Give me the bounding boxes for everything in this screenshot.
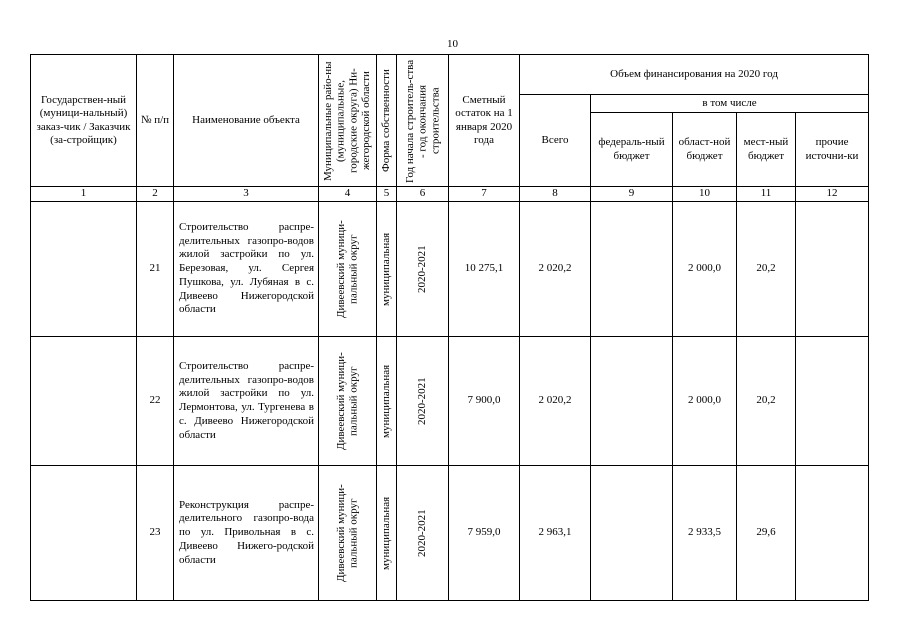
- row-object: Строительство распре-делительных газопро-водов жилой застройки по ул. Березовая, ул. Сергея Пушкова, ул. Лубяная в с. Дивеево Нижегородской области: [179, 220, 314, 316]
- row-ownership: муниципальная: [380, 496, 393, 570]
- column-number: 4: [319, 187, 377, 202]
- row-municipality: Дивеевский муници-пальный округ: [334, 484, 360, 582]
- header-ownership-cell: [377, 55, 397, 187]
- row-years-cell: [397, 337, 449, 466]
- row-regional: 2 933,5: [673, 466, 737, 601]
- row-object-cell: [174, 466, 319, 601]
- row-municipality-cell: [319, 466, 377, 601]
- row-years-cell: [397, 202, 449, 337]
- header-customer: Государствен-ный (муници-нальный) заказ-чик / Заказчик (за-стройщик): [31, 55, 137, 187]
- row-municipality-cell: [319, 337, 377, 466]
- row-total: 2 963,1: [520, 466, 591, 601]
- row-total: 2 020,2: [520, 202, 591, 337]
- row-years: 2020-2021: [416, 245, 429, 293]
- header-total: Всего: [520, 95, 591, 187]
- header-regional: област-ной бюджет: [673, 113, 737, 187]
- row-num: 23: [137, 466, 174, 601]
- row-ownership-cell: [377, 337, 397, 466]
- row-other: [796, 337, 869, 466]
- header-municipality: Муниципальные райо-ны (муниципальные, городские округа) Ни-жегородской области: [322, 60, 373, 181]
- row-municipality: Дивеевский муници-пальный округ: [334, 352, 360, 450]
- table-row: [31, 466, 869, 601]
- row-federal: [591, 337, 673, 466]
- header-num: № п/п: [137, 55, 174, 187]
- table-row: [31, 202, 869, 337]
- row-local: 20,2: [737, 202, 796, 337]
- column-number: 7: [449, 187, 520, 202]
- row-num: 21: [137, 202, 174, 337]
- row-years-cell: [397, 466, 449, 601]
- row-num: 22: [137, 337, 174, 466]
- header-years-cell: [397, 55, 449, 187]
- table-row: [31, 337, 869, 466]
- row-balance: 10 275,1: [449, 202, 520, 337]
- column-number: 8: [520, 187, 591, 202]
- column-number-row: [31, 187, 869, 202]
- header-balance: Сметный остаток на 1 января 2020 года: [449, 55, 520, 187]
- header-municipality-cell: [319, 55, 377, 187]
- page-number: 10: [447, 38, 458, 50]
- row-years: 2020-2021: [416, 509, 429, 557]
- header-federal: федераль-ный бюджет: [591, 113, 673, 187]
- header-row-1: [31, 55, 869, 95]
- row-customer: [31, 466, 137, 601]
- row-ownership-cell: [377, 466, 397, 601]
- row-local: 20,2: [737, 337, 796, 466]
- row-other: [796, 466, 869, 601]
- row-object: Строительство распре-делительных газопро-водов жилой застройки по ул. Лермонтова, ул. Тургенева в с. Дивеево Нижегородской области: [179, 359, 314, 441]
- row-federal: [591, 202, 673, 337]
- row-object-cell: [174, 337, 319, 466]
- column-number: 1: [31, 187, 137, 202]
- financing-table: [30, 54, 869, 601]
- row-federal: [591, 466, 673, 601]
- row-ownership: муниципальная: [380, 364, 393, 438]
- row-balance: 7 959,0: [449, 466, 520, 601]
- header-other: прочие источни-ки: [796, 113, 869, 187]
- header-local: мест-ный бюджет: [737, 113, 796, 187]
- column-number: 6: [397, 187, 449, 202]
- row-object-cell: [174, 202, 319, 337]
- row-other: [796, 202, 869, 337]
- row-customer: [31, 202, 137, 337]
- row-years: 2020-2021: [416, 377, 429, 425]
- row-municipality: Дивеевский муници-пальный округ: [334, 220, 360, 318]
- column-number: 10: [673, 187, 737, 202]
- row-ownership-cell: [377, 202, 397, 337]
- column-number: 2: [137, 187, 174, 202]
- column-number: 11: [737, 187, 796, 202]
- row-regional: 2 000,0: [673, 202, 737, 337]
- column-number: 9: [591, 187, 673, 202]
- header-including: в том числе: [591, 95, 869, 113]
- row-object: Реконструкция распре-делительного газопро-вода по ул. Привольная в с. Дивеево Нижего-родской области: [179, 498, 314, 566]
- column-number: 12: [796, 187, 869, 202]
- row-balance: 7 900,0: [449, 337, 520, 466]
- row-municipality-cell: [319, 202, 377, 337]
- row-regional: 2 000,0: [673, 337, 737, 466]
- header-object: Наименование объекта: [174, 55, 319, 187]
- header-financing: Объем финансирования на 2020 год: [520, 55, 869, 95]
- column-number: 3: [174, 187, 319, 202]
- row-ownership: муниципальная: [380, 232, 393, 306]
- header-years: Год начала строитель-ства - год окончания строительства: [403, 58, 441, 183]
- row-local: 29,6: [737, 466, 796, 601]
- column-number: 5: [377, 187, 397, 202]
- header-ownership: Форма собственности: [380, 69, 393, 172]
- row-total: 2 020,2: [520, 337, 591, 466]
- row-customer: [31, 337, 137, 466]
